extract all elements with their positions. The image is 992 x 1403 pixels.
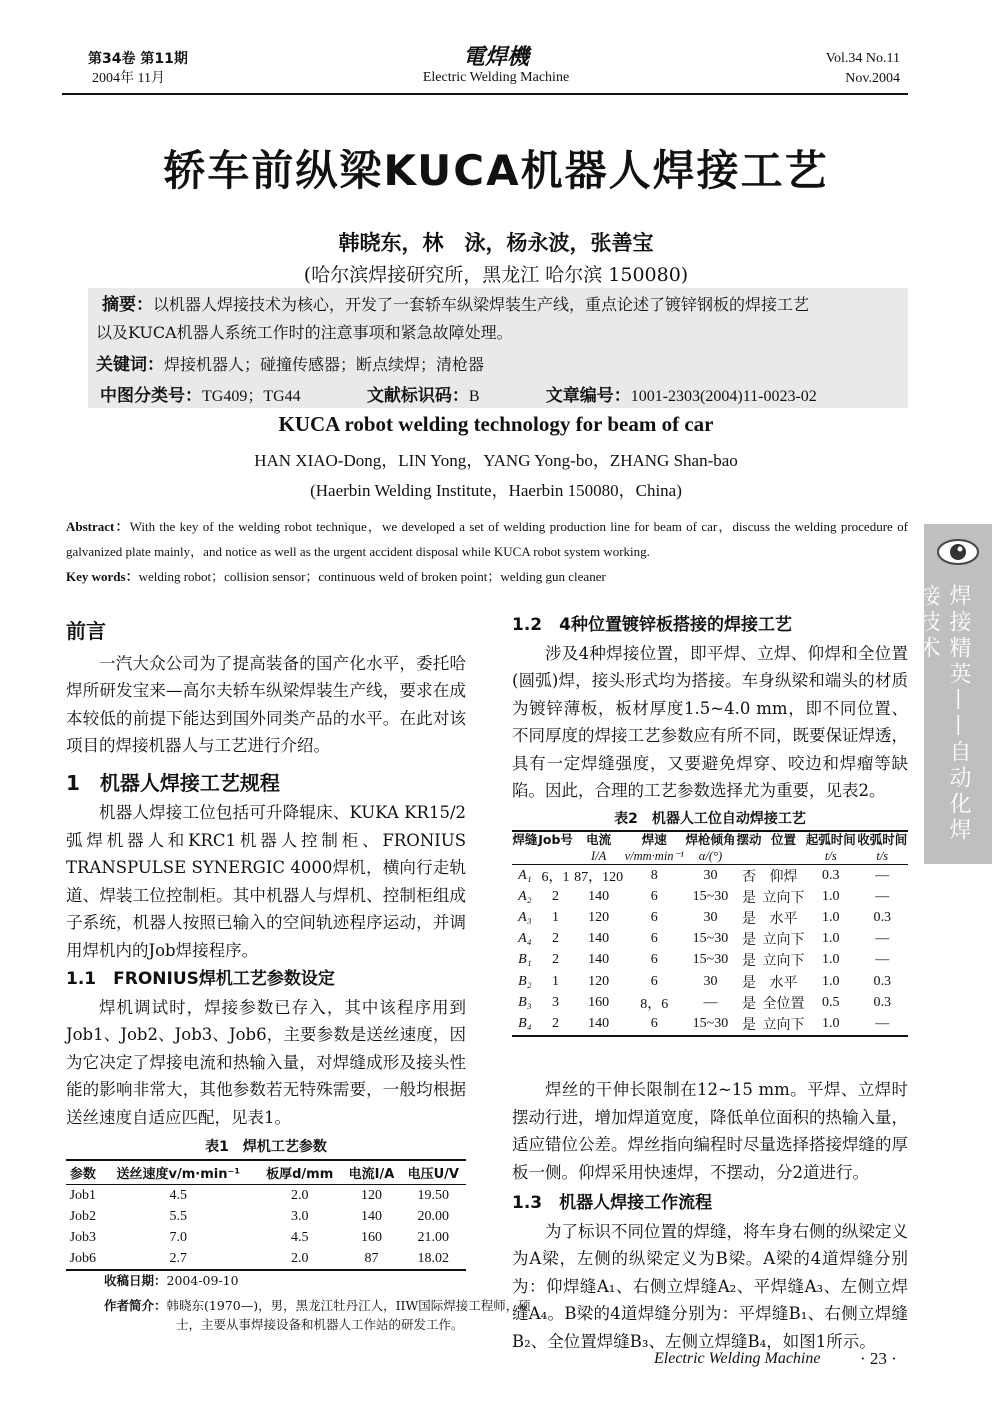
right-column-bottom (512, 1076, 908, 1355)
section-1-paragraph: 机器人焊接工位包括可升降辊床、KUKA KR15/2弧焊机器人和KRC1机器人控制柜、FRONIUS TRANSPULSE SYNERGIC 4000焊机，横向行走轨道、焊装工位控制柜。其中机器人与焊机、控制柜组成子系统，机器人按照已输入的空间轨迹程序运动，并调用焊机内的Job焊接程序。 (66, 803, 466, 960)
table-1-header-cell: 电流I/A (342, 1160, 400, 1185)
table-2-cell: 2 (552, 952, 560, 968)
side-tab (915, 524, 992, 864)
table-2-cell: 6，1 (541, 869, 570, 885)
table-2-cell: 120 (588, 973, 610, 989)
table-2-unit-cell (762, 848, 805, 865)
table-2-cell: 0.3 (822, 867, 840, 883)
table-2-cell: 87，120 (574, 869, 624, 885)
header-date-en: Nov.2004 (845, 71, 900, 86)
clc-label: 中图分类号： (100, 386, 202, 406)
article-no-value: 1001-2303(2004)11-0023-02 (630, 388, 817, 405)
table-2-cell: 是 (742, 975, 757, 991)
table-2-cell: 1.0 (822, 888, 840, 904)
author-bio-label: 作者简介： (104, 1298, 167, 1313)
table-2-unit-cell: t/s (805, 848, 856, 865)
table-2-cell: 2 (552, 888, 560, 904)
table-2-cell: 立向下 (762, 954, 805, 970)
table-2-cell: 30 (703, 909, 718, 925)
table-2-unit-cell: I/A (573, 848, 623, 865)
left-column (66, 618, 466, 1131)
right-column-top (512, 612, 908, 805)
table-2-cell: 是 (742, 996, 757, 1012)
table-2-unit-cell: t/s (857, 848, 909, 865)
english-title: KUCA robot welding technology for beam of car (278, 412, 714, 436)
table-1-cell: 2.0 (290, 1187, 309, 1203)
table-2-cell: 6 (650, 931, 658, 947)
table-2-row (512, 929, 908, 950)
section-1-3-paragraph: 为了标识不同位置的焊缝，将车身右侧的纵梁定义为A梁，左侧的纵梁定义为B梁。A梁的4道焊缝分别为：仰焊缝A₁、右侧立焊缝A₂、平焊缝A₃、左侧立焊缝A₄。B梁的4道焊缝分别为：平焊缝B₁、右侧立焊缝B₂、全位置焊缝B₃、左侧立焊缝B₄，如图1所示。 (512, 1221, 908, 1351)
english-abstract-text: With the key of the welding robot technique，we developed a set of welding production line for beam of car，discuss the welding procedure of galvanized plate mainly，and notice as well as the urgent accident disposal while KUCA robot system working. (66, 519, 908, 559)
table-2-cell: 水平 (769, 975, 798, 991)
table-1 (66, 1159, 466, 1271)
table-2-header-cell: 位置 (762, 831, 805, 848)
table-2-cell: A₄ (518, 931, 532, 947)
classification-row (100, 383, 900, 410)
table-2-row (512, 865, 908, 887)
english-authors: HAN XIAO-Dong，LIN Yong，YANG Yong-bo，ZHANG Shan-bao (254, 451, 738, 470)
abstract-cn (102, 292, 908, 318)
table-2-cell: 6 (650, 973, 658, 989)
doc-code-value: B (468, 388, 480, 405)
page-number: · 23 · (860, 1349, 897, 1368)
table-2-cell: — (875, 867, 890, 883)
table-2-cell: 仰焊 (769, 869, 798, 885)
abstract-cn-line2: 以及KUCA机器人系统工作时的注意事项和紧急故障处理。 (96, 323, 513, 342)
table-2-cell: — (703, 994, 718, 1010)
table-1-cell: 5.5 (169, 1208, 188, 1224)
paper-title: 轿车前纵梁KUCA机器人焊接工艺 (163, 146, 829, 195)
table-2-cell: 15~30 (692, 952, 729, 968)
table-2-row (512, 971, 908, 992)
table-1-cell: 4.5 (290, 1229, 309, 1245)
table-2-cell: 1.0 (822, 973, 840, 989)
table-2-cell: 6 (650, 888, 658, 904)
table-2-cell: 30 (703, 973, 718, 989)
table-2-cell: 140 (588, 952, 610, 968)
table-2-cell: 1.0 (822, 931, 840, 947)
table-2-cell: B₁ (518, 952, 532, 968)
doc-code-label: 文献标识码： (366, 386, 469, 406)
affiliation: (哈尔滨焊接研究所，黑龙江 哈尔滨 150080) (303, 264, 689, 286)
table-1-cell: Job1 (69, 1187, 97, 1203)
table-1-row (66, 1206, 466, 1227)
keywords-cn (96, 352, 484, 378)
table-2-cell: 1 (552, 973, 560, 989)
table-2-cell: 立向下 (762, 890, 805, 906)
table-2-cell: — (875, 931, 890, 947)
table-2-cell: 140 (573, 1013, 623, 1035)
author-bio (104, 1296, 538, 1334)
table-1-cell: 19.50 (417, 1187, 450, 1203)
keywords-text: 焊接机器人；碰撞传感器；断点续焊；清枪器 (164, 355, 485, 374)
table-2-cell: 6 (624, 1013, 685, 1035)
table-2-cell: 立向下 (762, 1013, 805, 1035)
english-keywords-label: Key words： (66, 569, 139, 584)
table-2-cell: A₂ (518, 888, 532, 904)
author-list: 韩晓东，林 泳，杨永波，张善宝 (338, 231, 654, 255)
table-2-header-cell: Job号 (538, 832, 573, 847)
table-2-cell: 全位置 (762, 996, 805, 1012)
table-2-header-row (512, 831, 908, 848)
table-2-cell: 140 (588, 888, 610, 904)
english-abstract (66, 514, 908, 589)
table-2-header-cell: 焊枪倾角 (685, 832, 736, 847)
eye-icon (936, 534, 980, 570)
table-1-cell: 7.0 (169, 1229, 188, 1245)
table-1-cell: Job6 (66, 1248, 100, 1270)
table-2-cell: 1.0 (805, 1013, 856, 1035)
table-2-cell: 3 (552, 994, 560, 1010)
table-1-header-row (66, 1160, 466, 1185)
table-2-header-cell: 起弧时间 (805, 832, 856, 847)
table-1-header-cell: 板厚d/mm (257, 1160, 343, 1185)
footer-journal: Electric Welding Machine (654, 1350, 821, 1367)
table-2-cell: 1.0 (822, 952, 840, 968)
table-2-header-cell: 摆动 (736, 832, 762, 847)
table-2-cell: — (875, 888, 890, 904)
table-2-cell: 6 (650, 952, 658, 968)
side-tab-text: 焊接精英——自动化焊接技术 (915, 584, 971, 844)
table-2-cell: 1.0 (822, 909, 840, 925)
table-2-cell: 是 (742, 933, 757, 949)
table-2-unit-cell (736, 848, 762, 865)
table-2-row (512, 992, 908, 1013)
table-1-cell: 2.0 (257, 1248, 343, 1270)
table-2-cell: 15~30 (692, 888, 729, 904)
table-2-cell: B₄ (512, 1013, 538, 1035)
table-2-cell: B₃ (518, 994, 532, 1010)
section-1-3-heading: 1.3 机器人焊接工作流程 (512, 1193, 713, 1213)
table-2-cell: 1 (552, 909, 560, 925)
table-2-unit-row (512, 848, 908, 865)
table-2-cell: 15~30 (692, 931, 729, 947)
table-1-caption: 表1 焊机工艺参数 (205, 1139, 327, 1155)
section-1-heading: 1 机器人焊接工艺规程 (66, 770, 280, 795)
table-2-unit-cell: v/mm·min⁻¹ (624, 849, 684, 863)
section-1-2-paragraph: 涉及4种焊接位置，即平焊、立焊、仰焊和全位置(圆弧)焊，接头形式均为搭接。车身纵梁和端头的材质为镀锌薄板，板材厚度1.5~4.0 mm，即不同位置、不同厚度的焊接工艺参数应有所不同，既要保证焊透，具有一定焊缝强度，又要避免焊穿、咬边和焊瘤等缺陷。因此，合理的工艺参数选择尤为重要，见表2。 (512, 643, 908, 800)
table-2-cell: 0.3 (873, 973, 891, 989)
table-1-cell: 21.00 (417, 1229, 450, 1245)
table-2-cell: 是 (742, 890, 757, 906)
table-2-cell: 8，6 (640, 996, 669, 1012)
table-2-cell: 水平 (769, 911, 798, 927)
table-1-header-cell: 参数 (66, 1160, 100, 1185)
author-bio-text: 韩晓东(1970—)，男，黑龙江牡丹江人，IIW国际焊接工程师，硕士，主要从事焊接设备和机器人工作站的研发工作。 (166, 1298, 531, 1332)
journal-logo: 電焊機 (462, 45, 529, 70)
keywords-label: 关键词： (96, 355, 164, 375)
table-2-unit-cell: α/(°) (685, 848, 736, 865)
table-2-row (512, 1013, 908, 1035)
section-1-1-heading: 1.1 FRONIUS焊机工艺参数设定 (66, 969, 335, 989)
table-2-cell: 2 (538, 1013, 574, 1035)
clc-value: TG409；TG44 (202, 388, 301, 405)
table-2-row (512, 950, 908, 971)
table-2-row (512, 907, 908, 928)
table-2-header-cell: 电流 (573, 831, 623, 848)
table-2-cell: 120 (588, 909, 610, 925)
table-2-unit-cell (538, 848, 574, 865)
table-1-cell: 2.7 (100, 1248, 257, 1270)
table-2-cell: 30 (703, 867, 718, 883)
table-2-cell: 2 (552, 931, 560, 947)
table-1-row (66, 1185, 466, 1207)
table-1-cell: Job3 (69, 1229, 97, 1245)
english-keywords-text: welding robot；collision sensor；continuous weld of broken point；welding gun cleaner (138, 569, 606, 584)
section-1-1-paragraph: 焊机调试时，焊接参数已存入，其中该程序用到Job1、Job2、Job3、Job6，主要参数是送丝速度，因为它决定了焊接电流和热输入量，对焊缝成形及接头性能的影响非常大，其他参数若无特殊需要，一般均根据送丝速度自适应匹配，见表1。 (66, 997, 466, 1127)
table-2-cell: 否 (742, 869, 757, 885)
table-1-header-cell: 电压U/V (401, 1160, 466, 1185)
table-2-cell: 140 (588, 931, 610, 947)
section-1-2-heading: 1.2 4种位置镀锌板搭接的焊接工艺 (512, 615, 792, 635)
table-2-cell: 160 (588, 994, 610, 1010)
table-2-cell: 立向下 (762, 933, 805, 949)
table-2-cell: 6 (650, 909, 658, 925)
table-2-row (512, 886, 908, 907)
header-rule (62, 93, 908, 95)
table-2-header-cell: 焊速 (624, 831, 685, 848)
received-value: 2004-09-10 (166, 1273, 239, 1288)
table-2-cell: A₃ (518, 909, 532, 925)
table-1-cell: 140 (361, 1208, 382, 1224)
table-2-cell: 8 (650, 867, 658, 883)
table-1-cell: 87 (342, 1248, 400, 1270)
table-2-cell: 是 (736, 1013, 762, 1035)
received-date (104, 1271, 466, 1290)
table-1-cell: 20.00 (417, 1208, 450, 1224)
table-2-cell: 0.5 (822, 994, 840, 1010)
preface-heading: 前言 (66, 619, 106, 643)
table-2-cell: B₂ (518, 973, 532, 989)
table-1-cell: 160 (361, 1229, 382, 1245)
table-2-cell: 是 (742, 954, 757, 970)
table-2-header-cell: 焊缝 (512, 832, 538, 847)
abstract-label: 摘要： (102, 295, 153, 315)
table-2-cell: 15~30 (685, 1013, 736, 1035)
header-date: 2004年 11月 (92, 71, 165, 86)
table-2-caption: 表2 机器人工位自动焊接工艺 (614, 811, 806, 827)
table-1-row (66, 1227, 466, 1248)
table-1-header-cell: 送丝速度v/m·min⁻¹ (100, 1160, 257, 1185)
table-2-cell: 0.3 (873, 909, 891, 925)
header-volume-en: Vol.34 No.11 (825, 51, 900, 66)
table-1-row (66, 1248, 466, 1270)
table-1-cell: 4.5 (169, 1187, 188, 1203)
table-1-cell: 3.0 (290, 1208, 309, 1224)
english-affiliation: (Haerbin Welding Institute，Haerbin 150080，China) (310, 481, 682, 500)
wire-extension-paragraph: 焊丝的干伸长限制在12~15 mm。平焊、立焊时摆动行进，增加焊道宽度，降低单位面积的热输入量，适应错位公差。焊丝指向编程时尽量选择搭接焊缝的厚板一侧。仰焊采用快速焊，不摆动，分2道进行。 (512, 1080, 908, 1182)
received-label: 收稿日期： (104, 1273, 167, 1288)
table-2-cell: — (857, 1013, 909, 1035)
table-2-cell: A₁ (518, 867, 532, 883)
abstract-text-1: 以机器人焊接技术为核心，开发了一套轿车纵梁焊装生产线，重点论述了镀锌钢板的焊接工艺 (153, 295, 810, 314)
table-1-cell: 18.02 (401, 1248, 466, 1270)
table-2-cell: — (875, 952, 890, 968)
table-2-header-cell: 收弧时间 (857, 832, 908, 847)
table-2-unit-cell (512, 848, 538, 865)
table-2 (512, 830, 908, 1037)
table-1-cell: 120 (361, 1187, 382, 1203)
table-1-cell: Job2 (69, 1208, 97, 1224)
preface-paragraph: 一汽大众公司为了提高装备的国产化水平，委托哈焊所研发宝来—高尔夫轿车纵梁焊装生产线，要求在成本较低的前提下能达到国外同类产品的水平。在此对该项目的焊接机器人与工艺进行介绍。 (66, 653, 466, 755)
article-no-label: 文章编号： (545, 386, 631, 406)
journal-name-en: Electric Welding Machine (422, 70, 570, 85)
table-2-cell: 是 (742, 911, 757, 927)
header-volume: 第34卷 第11期 (88, 51, 188, 67)
table-2-cell: 0.3 (873, 994, 891, 1010)
english-abstract-label: Abstract： (66, 519, 130, 534)
